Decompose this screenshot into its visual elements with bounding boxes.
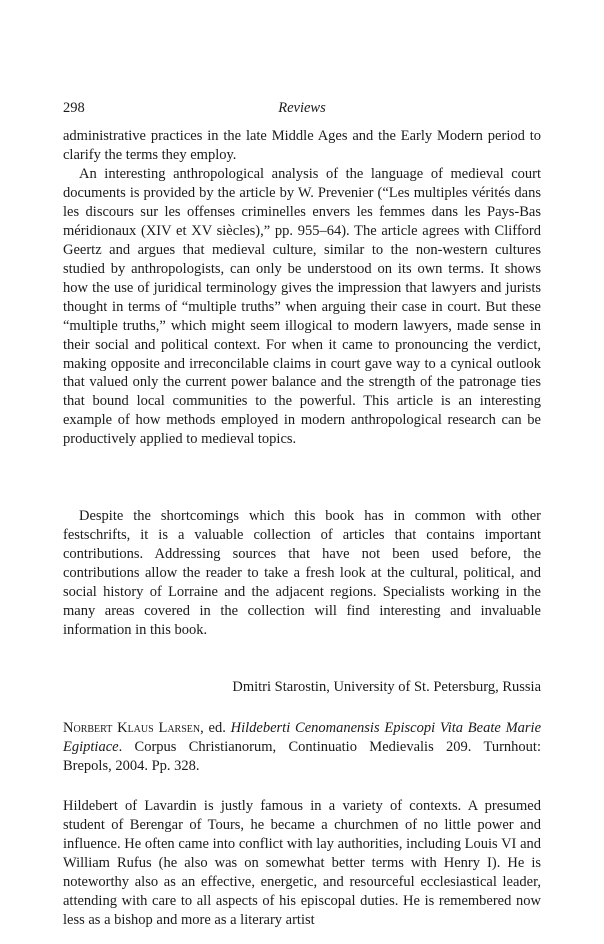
book-citation <box>63 719 541 776</box>
paragraph-1: administrative practices in the late Middle Ages and the Early Modern period to clarify the terms they employ. <box>63 128 541 163</box>
reviewer-signature: Dmitri Starostin, University of St. Petersburg, Russia <box>232 679 541 695</box>
citation-details: . Corpus Christianorum, Continuatio Medievalis 209. Turnhout: Brepols, 2004. Pp. 328. <box>63 738 541 774</box>
page-number: 298 <box>63 100 85 116</box>
citation-author: Norbert Klaus Larsen <box>63 720 201 736</box>
paragraph-3: Despite the shortcomings which this book has in common with other festschrifts, it is a valuable collection of articles that contains important contributions. Addressing sources that have not been used before, the contributions allow the reader to take a fresh look at the cultural, political, and social history of Lorraine and the adjacent regions. Specialists working in the many areas covered in the collection will find interesting and invaluable information in this book. <box>63 508 541 638</box>
running-title: Reviews <box>278 100 326 116</box>
paragraph-2: An interesting anthropological analysis of the language of medieval court documents is provided by the article by W. Prevenier (“Les multiples vérités dans les discours sur les offenses criminelles envers les femmes dans les Pays-Bas méridionaux (XIV et XV siècles),” pp. 955–64). The article agrees with Clifford Geertz and argues that medieval culture, similar to the non-western cultures studied by anthropologists, can only be understood on its own terms. It shows how the use of juridical terminology gives the impression that lawyers and jurists thought in terms of “multiple truths” when arguing their case in court. But these “multiple truths,” which might seem illogical to modern lawyers, made sense in their social and political context. For when it came to pronouncing the verdict, making opposite and irreconcilable claims in court gave way to a cynical outlook that valued only the current power balance and the strength of the patronage ties that bound local communities to the powerful. This article is an interesting example of how methods employed in modern anthropological research can be productively applied to medieval topics. <box>63 166 541 448</box>
page <box>63 97 542 928</box>
citation-ed: , ed. <box>200 720 231 736</box>
citation-title: Hildeberti Cenomanensis Episcopi Vita Beate Marie Egiptiace <box>63 720 542 755</box>
paragraph-4: Hildebert of Lavardin is justly famous in a variety of contexts. A presumed student of Berengar of Tours, he became a churchmen of no little power and influence. He often came into conflict with lay authorities, including Louis VI and William Rufus (he also was on somewhat better terms with Henry I). He is noteworthy also as an effective, energetic, and resourceful ecclesiastical leader, attending with care to all aspects of his episcopal duties. He is remembered now less as a bishop and more as a literary artist <box>63 798 541 928</box>
page-header <box>63 97 541 119</box>
